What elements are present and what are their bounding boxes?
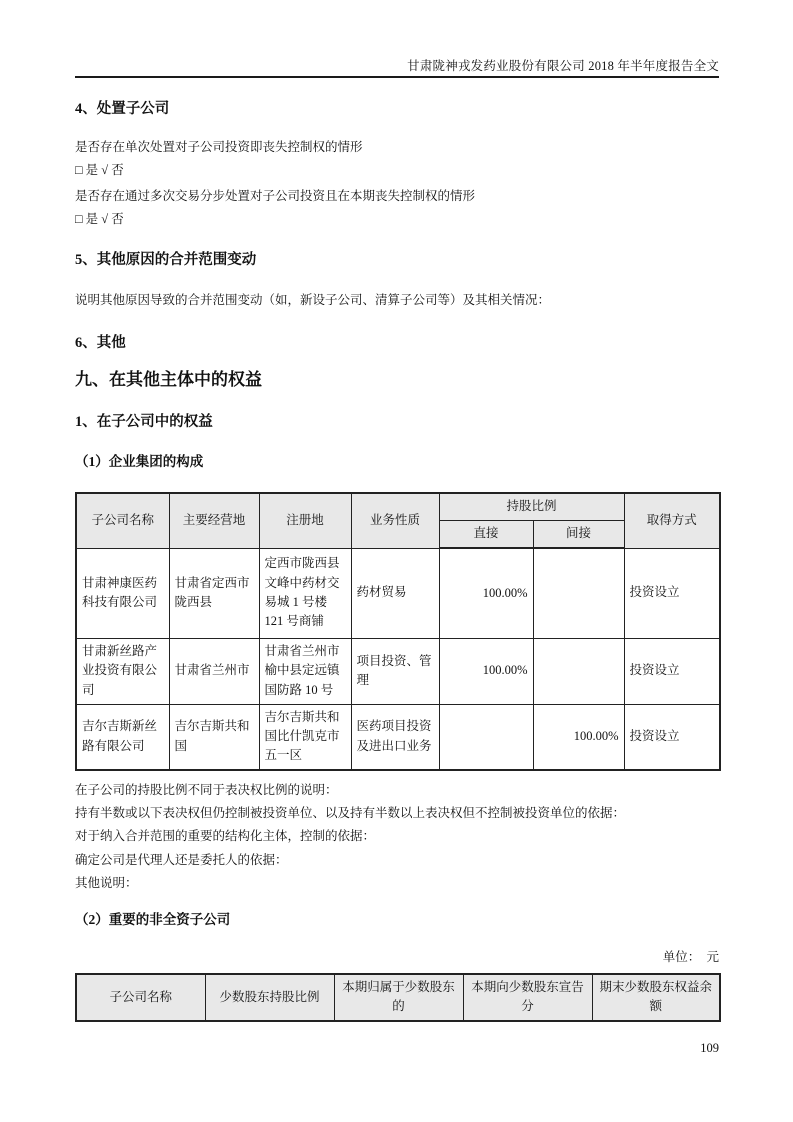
- col-header-registered-place: 注册地: [259, 493, 351, 548]
- col-header-business-nature: 业务性质: [351, 493, 439, 548]
- col-header-minority-equity: 期末少数股东权益余额: [592, 974, 720, 1021]
- cell-business-nature: 项目投资、管理: [351, 638, 439, 704]
- col-header-minority-ratio: 少数股东持股比例: [205, 974, 334, 1021]
- note-line: 持有半数或以下表决权但仍控制被投资单位、以及持有半数以上表决权但不控制被投资单位的依据：: [75, 806, 626, 821]
- col-header-minority-dividend: 本期向少数股东宣告分: [463, 974, 592, 1021]
- col-header-subsidiary-name: 子公司名称: [76, 974, 205, 1021]
- table-header-row: [76, 974, 720, 1021]
- col-header-indirect: 间接: [533, 521, 624, 549]
- cell-direct-ratio: 100.00%: [439, 638, 533, 704]
- col-header-subsidiary-name: 子公司名称: [76, 493, 169, 548]
- question-single-disposal: 是否存在单次处置对子公司投资即丧失控制权的情形: [75, 140, 363, 154]
- cell-registered-place: 吉尔吉斯共和国比什凯克市五一区: [259, 704, 351, 770]
- section-5-title: 5、其他原因的合并范围变动: [75, 252, 257, 268]
- cell-acquire-method: 投资设立: [624, 548, 720, 638]
- note-line: 其他说明：: [75, 875, 138, 890]
- table-row: [76, 638, 720, 704]
- cell-business-nature: 药材贸易: [351, 548, 439, 638]
- cell-acquire-method: 投资设立: [624, 638, 720, 704]
- cell-acquire-method: 投资设立: [624, 704, 720, 770]
- col-header-direct: 直接: [439, 521, 533, 549]
- cell-indirect-ratio: 100.00%: [533, 704, 624, 770]
- header-rule: [75, 76, 719, 78]
- cell-indirect-ratio: [533, 548, 624, 638]
- cell-indirect-ratio: [533, 638, 624, 704]
- section-9-title: 九、在其他主体中的权益: [75, 370, 262, 389]
- note-line: 对于纳入合并范围的重要的结构化主体，控制的依据：: [75, 829, 376, 844]
- page-number: 109: [700, 1041, 719, 1055]
- answer-single-disposal: □ 是 √ 否: [75, 163, 124, 177]
- non-wholly-owned-table: [75, 973, 721, 1022]
- cell-main-place: 甘肃省定西市陇西县: [169, 548, 259, 638]
- note-line: 在子公司的持股比例不同于表决权比例的说明：: [75, 783, 338, 797]
- cell-subsidiary-name: 甘肃新丝路产业投资有限公司: [76, 638, 169, 704]
- cell-subsidiary-name: 吉尔吉斯新丝路有限公司: [76, 704, 169, 770]
- section-4-title: 4、处置子公司: [75, 101, 170, 117]
- section-9-1-1-title: （1）企业集团的构成: [75, 454, 204, 469]
- table-header-row: [76, 493, 720, 521]
- cell-direct-ratio: [439, 704, 533, 770]
- table-row: [76, 548, 720, 638]
- unit-label: 单位： 元: [662, 950, 719, 964]
- cell-registered-place: 甘肃省兰州市榆中县定远镇国防路 10 号: [259, 638, 351, 704]
- col-header-holding-ratio: 持股比例: [439, 493, 624, 521]
- cell-direct-ratio: 100.00%: [439, 548, 533, 638]
- answer-step-disposal: □ 是 √ 否: [75, 212, 124, 226]
- section-5-text: 说明其他原因导致的合并范围变动（如，新设子公司、清算子公司等）及其相关情况：: [75, 293, 551, 307]
- cell-business-nature: 医药项目投资及进出口业务: [351, 704, 439, 770]
- col-header-minority-profit: 本期归属于少数股东的: [334, 974, 463, 1021]
- cell-main-place: 吉尔吉斯共和国: [169, 704, 259, 770]
- section-6-title: 6、其他: [75, 335, 126, 351]
- group-composition-table: [75, 492, 721, 771]
- col-header-main-place: 主要经营地: [169, 493, 259, 548]
- note-line: 确定公司是代理人还是委托人的依据：: [75, 852, 288, 867]
- notes-block: [75, 779, 719, 895]
- running-header: 甘肃陇神戎发药业股份有限公司 2018 年半年度报告全文: [407, 59, 719, 73]
- cell-main-place: 甘肃省兰州市: [169, 638, 259, 704]
- section-9-1-title: 1、在子公司中的权益: [75, 414, 213, 430]
- cell-subsidiary-name: 甘肃神康医药科技有限公司: [76, 548, 169, 638]
- question-step-disposal: 是否存在通过多次交易分步处置对子公司投资且在本期丧失控制权的情形: [75, 189, 476, 203]
- cell-registered-place: 定西市陇西县文峰中药材交易城 1 号楼 121 号商铺: [259, 548, 351, 638]
- col-header-acquire-method: 取得方式: [624, 493, 720, 548]
- table-row: [76, 704, 720, 770]
- section-9-1-2-title: （2）重要的非全资子公司: [75, 912, 231, 927]
